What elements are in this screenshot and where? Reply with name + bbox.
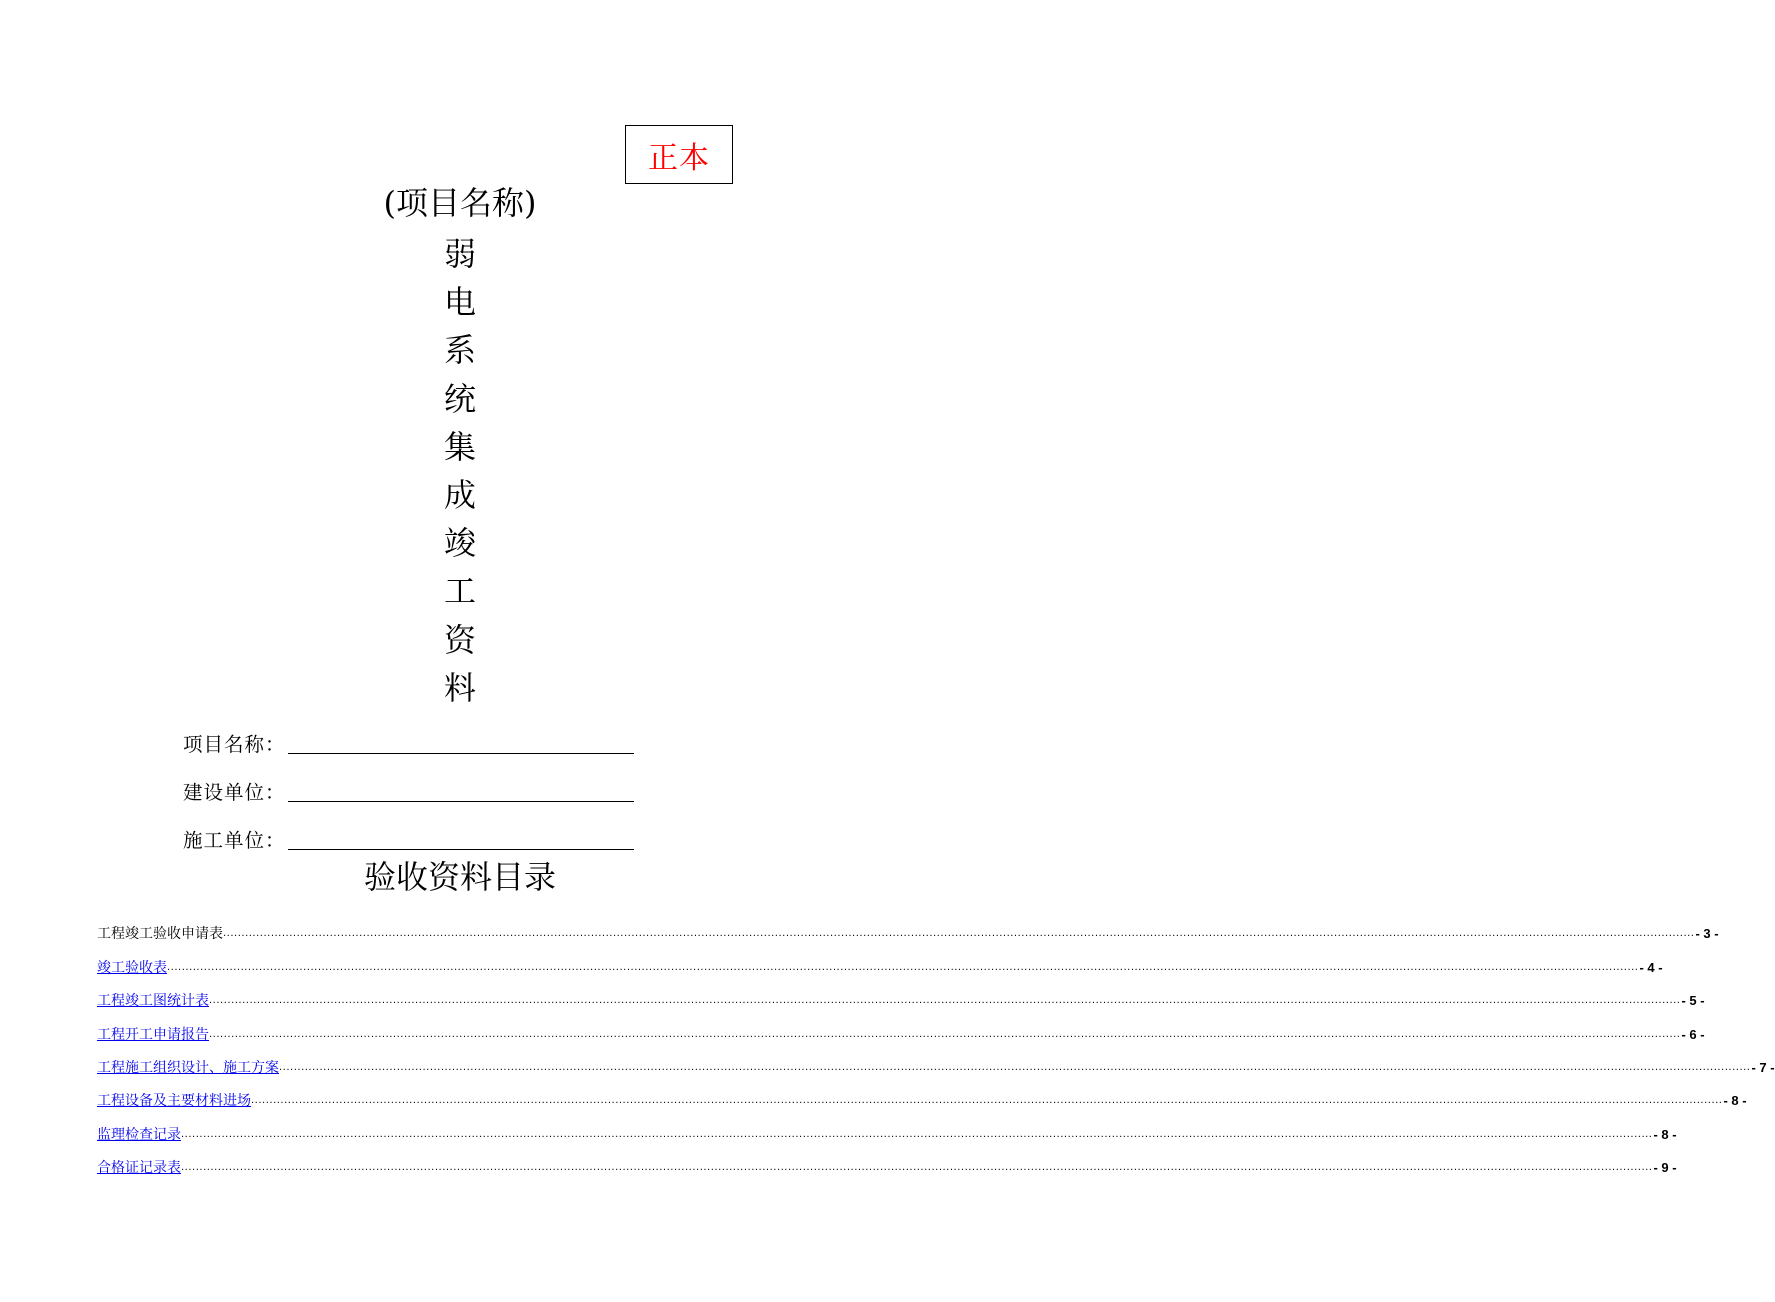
toc-entry-page: - 9 - (1653, 1160, 1677, 1176)
vertical-title-char: 料 (443, 668, 476, 707)
toc-entry-link[interactable]: 合格证记录表 (97, 1160, 181, 1177)
document-vertical-title (430, 230, 490, 712)
toc-entry[interactable] (97, 1112, 1677, 1145)
toc-entry-page: - 8 - (1723, 1093, 1747, 1109)
toc-entry (97, 912, 1719, 945)
toc-dot-leader: ................................................................................................................................................................................................................................................................................................................................................................................................................ (279, 1061, 1751, 1073)
contractor-unit-field (183, 808, 634, 856)
vertical-title-char: 竣 (443, 524, 476, 563)
toc-dot-leader: ................................................................................................................................................................................................................................................................................................................................................................................................................ (251, 1095, 1723, 1107)
toc-entry[interactable] (97, 1079, 1747, 1112)
toc-entry-page: - 5 - (1681, 993, 1705, 1009)
vertical-title-char: 资 (443, 620, 476, 659)
vertical-title-char: 成 (443, 475, 476, 514)
toc-entry-page: - 4 - (1639, 959, 1663, 975)
toc-entry-page: - 7 - (1751, 1059, 1775, 1075)
vertical-title-char: 系 (443, 331, 476, 370)
cover-info-fields (183, 712, 634, 856)
toc-dot-leader: ................................................................................................................................................................................................................................................................................................................................................................................................................ (181, 1128, 1653, 1140)
toc-entry-page: - 8 - (1653, 1126, 1677, 1142)
toc-entry[interactable] (97, 1046, 1775, 1079)
toc-entry[interactable] (97, 979, 1705, 1012)
toc-entry-page: - 6 - (1681, 1026, 1705, 1042)
contractor-unit-label: 施工单位： (183, 829, 286, 852)
original-copy-stamp (625, 125, 733, 184)
toc-entry-link[interactable]: 工程竣工图统计表 (97, 993, 209, 1010)
project-name-blank-line (288, 729, 634, 754)
vertical-title-char: 弱 (443, 235, 476, 273)
project-name-label: 项目名称： (183, 733, 286, 756)
toc-entry[interactable] (97, 1012, 1705, 1045)
client-unit-field (183, 760, 634, 808)
project-name-field (183, 712, 634, 760)
project-title: (项目名称) (383, 184, 537, 222)
toc-dot-leader: ................................................................................................................................................................................................................................................................................................................................................................................................................ (167, 961, 1639, 973)
toc-entry-title: 工程竣工验收申请表 (97, 926, 223, 943)
toc-heading: 验收资料目录 (363, 858, 556, 896)
table-of-contents (97, 912, 1775, 1179)
client-unit-label: 建设单位： (183, 781, 286, 804)
toc-dot-leader: ................................................................................................................................................................................................................................................................................................................................................................................................................ (209, 995, 1681, 1007)
toc-entry-link[interactable]: 竣工验收表 (97, 959, 167, 976)
toc-entry-link[interactable]: 工程施工组织设计、施工方案 (97, 1059, 279, 1076)
vertical-title-char: 工 (443, 572, 476, 611)
stamp-text: 正本 (648, 140, 710, 176)
toc-entry[interactable] (97, 1146, 1677, 1179)
toc-dot-leader: ................................................................................................................................................................................................................................................................................................................................................................................................................ (209, 1028, 1681, 1040)
toc-entry-page: - 3 - (1695, 926, 1719, 942)
toc-dot-leader: ................................................................................................................................................................................................................................................................................................................................................................................................................ (181, 1162, 1653, 1174)
vertical-title-char: 统 (443, 379, 476, 418)
toc-entry-link[interactable]: 监理检查记录 (97, 1126, 181, 1143)
toc-entry-link[interactable]: 工程设备及主要材料进场 (97, 1093, 251, 1110)
vertical-title-char: 电 (443, 283, 476, 322)
vertical-title-char: 集 (443, 427, 476, 466)
contractor-unit-blank-line (288, 825, 634, 850)
toc-dot-leader: ................................................................................................................................................................................................................................................................................................................................................................................................................ (223, 928, 1695, 940)
client-unit-blank-line (288, 777, 634, 802)
toc-entry[interactable] (97, 945, 1663, 978)
toc-entry-link[interactable]: 工程开工申请报告 (97, 1026, 209, 1043)
